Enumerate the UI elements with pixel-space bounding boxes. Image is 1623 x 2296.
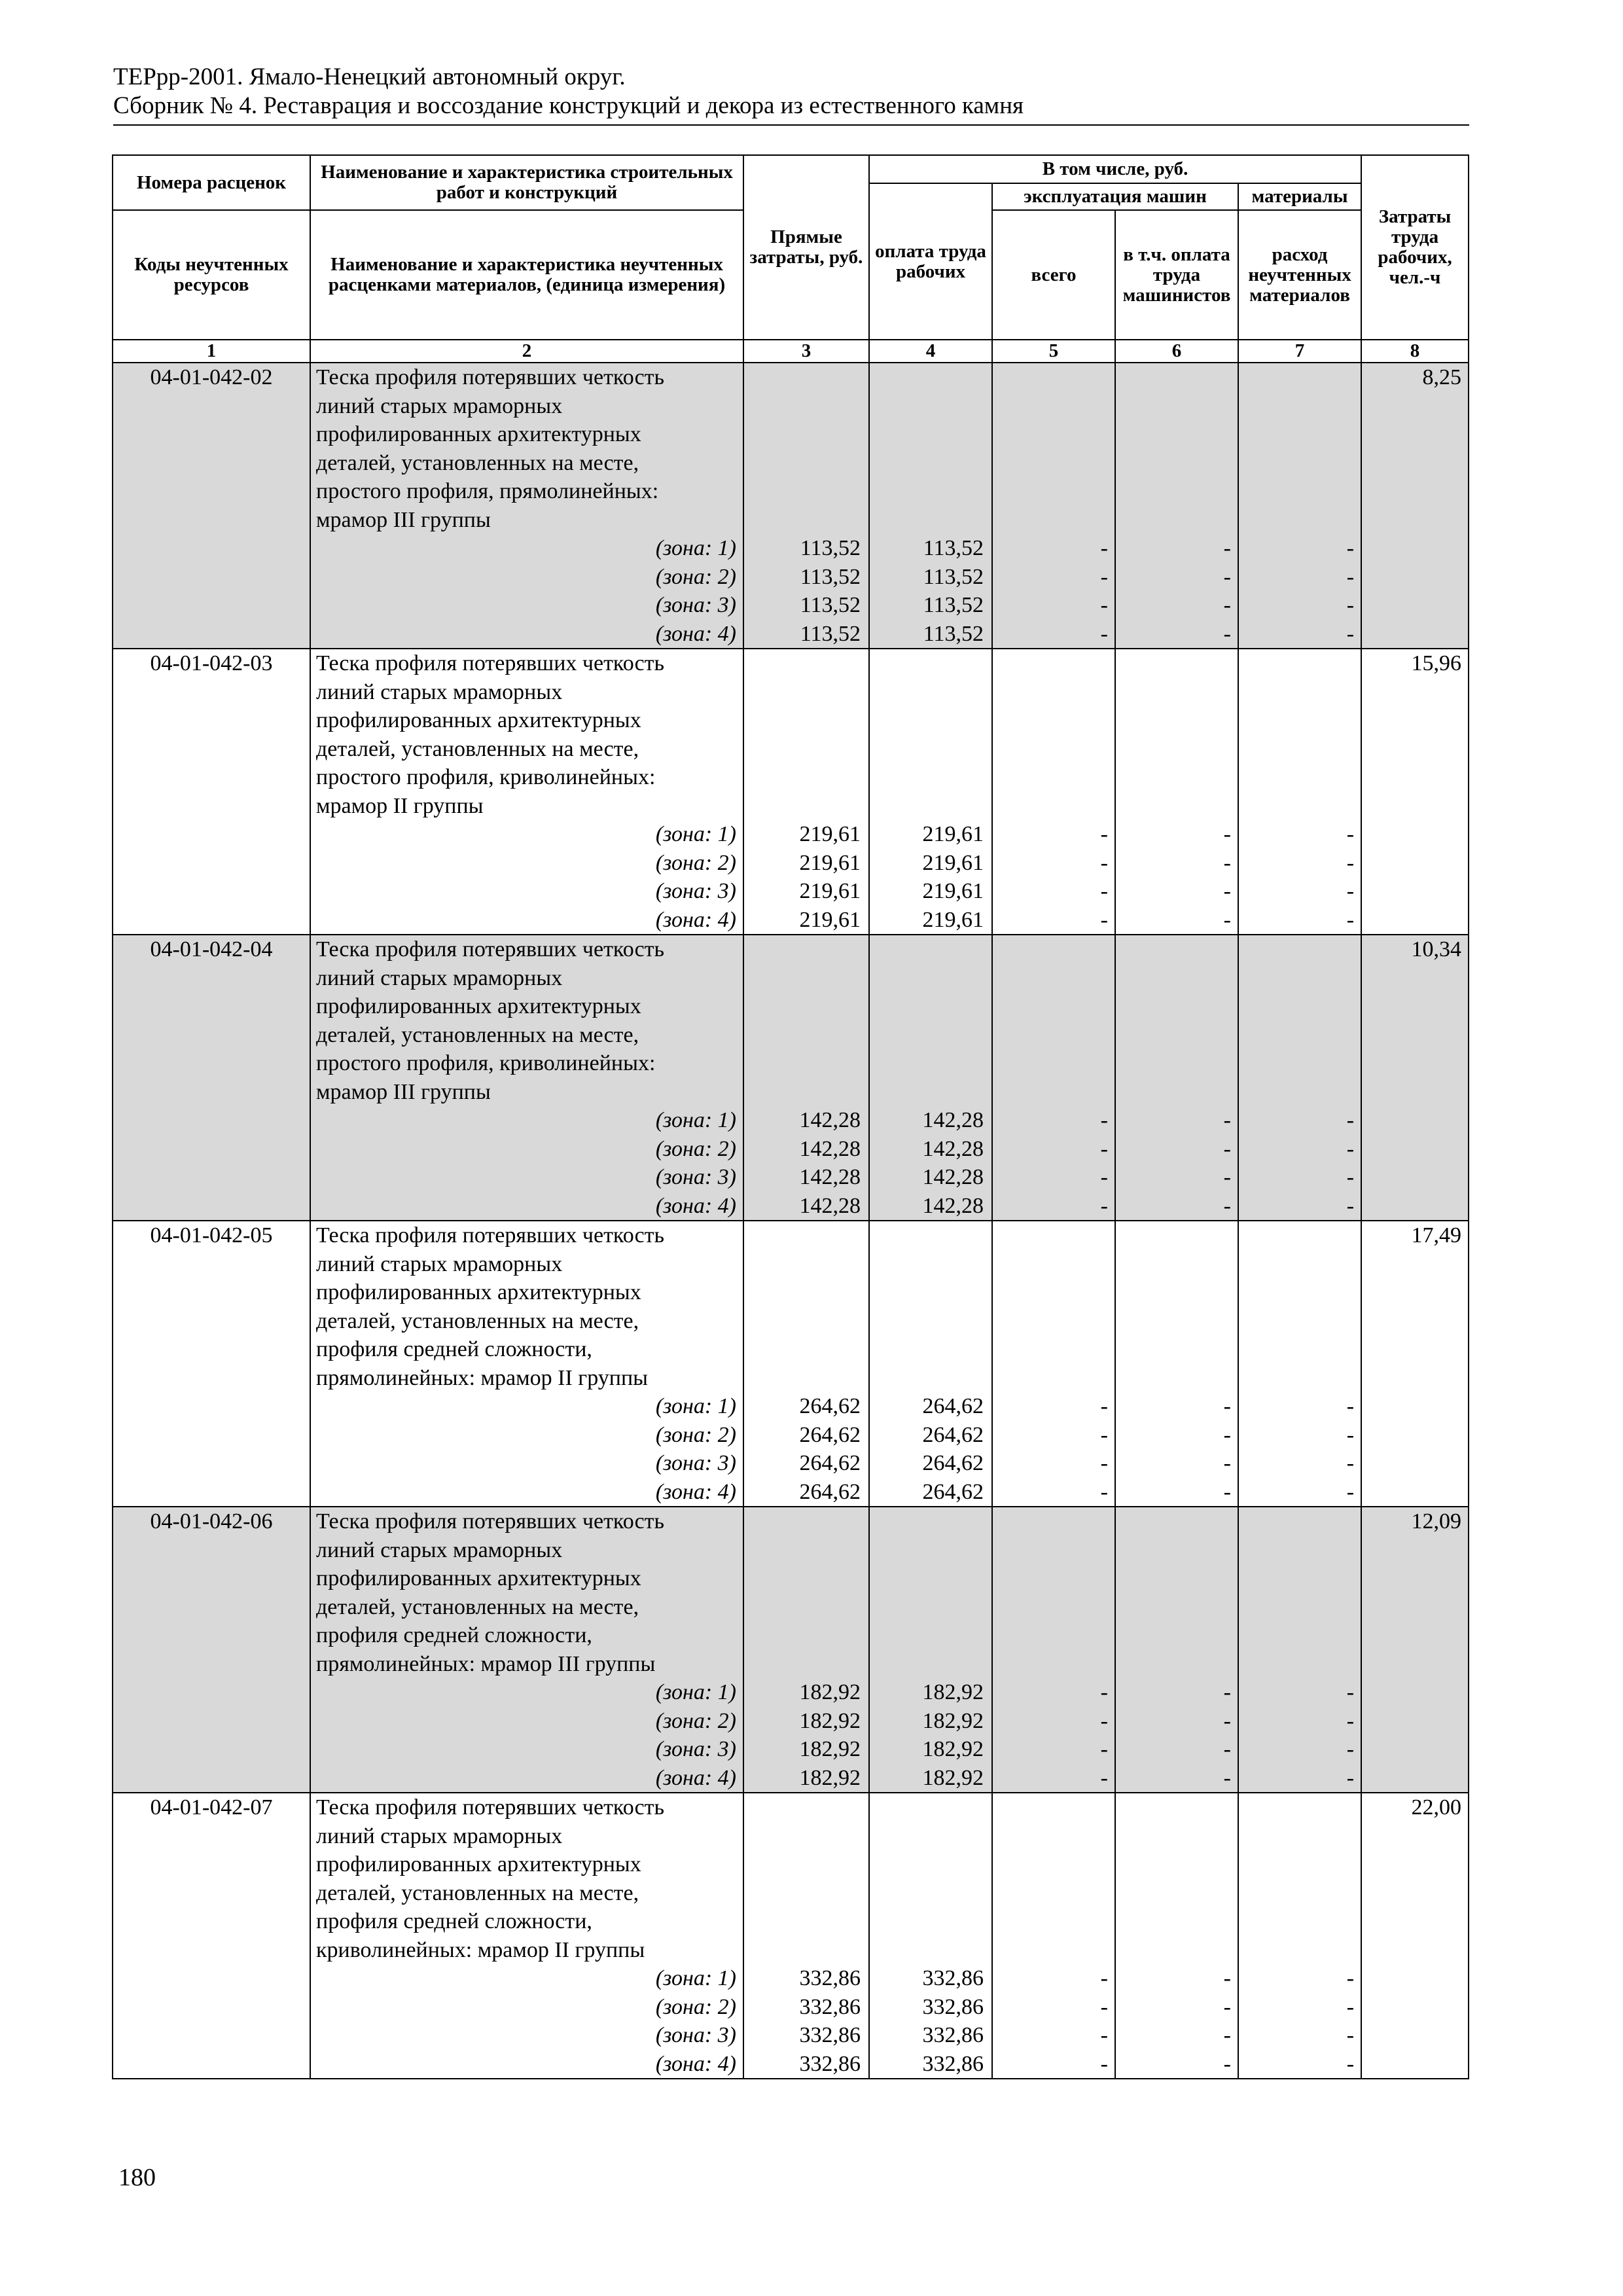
machinist-pay-value: - [1223, 1479, 1231, 1504]
header-resource-codes: Коды неучтенных ресурсов [113, 210, 310, 340]
worker-pay-value: 142,28 [922, 1193, 984, 1218]
materials-value: - [1346, 907, 1355, 932]
direct-cost-value: 142,28 [799, 1136, 861, 1161]
machinist-pay-value: - [1223, 1422, 1231, 1447]
description-line: профилированных архитектурных [316, 994, 641, 1018]
machines-total-value: - [1100, 536, 1108, 560]
cell-spacer [1116, 935, 1238, 1106]
materials-value: - [1346, 1165, 1355, 1189]
worker-pay-value-cell [869, 1793, 992, 2079]
cell-spacer [1239, 1507, 1361, 1678]
description-line: линий старых мраморных [316, 393, 563, 418]
collection-title: ТЕРрр-2001. Ямало-Ненецкий автономный округ. [113, 63, 626, 90]
cell-spacer [1239, 1793, 1361, 1964]
direct-cost-value-cell [743, 1793, 869, 2079]
description-line: линий старых мраморных [316, 679, 563, 704]
worker-pay-value: 113,52 [923, 593, 984, 617]
worker-pay-value: 264,62 [922, 1394, 984, 1418]
machinist-pay-value: - [1223, 593, 1231, 617]
rate-code: 04-01-042-07 [113, 1793, 310, 2079]
materials-value: - [1346, 1193, 1355, 1218]
materials-value: - [1346, 850, 1355, 875]
worker-pay-value-cell [869, 649, 992, 935]
rate-description [310, 1221, 743, 1507]
direct-cost-value: 142,28 [799, 1108, 861, 1132]
cell-spacer [744, 1221, 868, 1392]
machines-total-value: - [1100, 2051, 1108, 2076]
materials-value: - [1346, 1966, 1355, 1990]
direct-cost-value: 332,86 [799, 2051, 861, 2076]
header-machinist-pay: в т.ч. оплата труда машинистов [1115, 210, 1238, 340]
machinist-pay-value-cell [1115, 935, 1238, 1221]
rate-entry-row [113, 935, 1469, 1221]
description-line: простого профиля, криволинейных: [316, 765, 656, 789]
direct-cost-value: 113,52 [800, 564, 861, 589]
direct-cost-value: 332,86 [799, 1966, 861, 1990]
cell-spacer [1239, 363, 1361, 534]
worker-pay-value-cell [869, 1507, 992, 1793]
description-line: Теска профиля потерявших четкость [316, 1223, 665, 1247]
machines-total-value-cell [992, 1507, 1115, 1793]
machines-total-value: - [1100, 1737, 1108, 1761]
rate-description [310, 1793, 743, 2079]
machines-total-value: - [1100, 1394, 1108, 1418]
direct-cost-value: 264,62 [799, 1451, 861, 1475]
zone-label: (зона: 3) [655, 1737, 736, 1761]
machines-total-value: - [1100, 1136, 1108, 1161]
worker-pay-value: 182,92 [922, 1737, 984, 1761]
labor-hours: 8,25 [1361, 363, 1469, 649]
zone-label: (зона: 4) [655, 907, 736, 932]
description-line: профиля средней сложности, [316, 1337, 592, 1361]
materials-value-cell [1238, 1793, 1361, 2079]
header-machines-total: всего [992, 210, 1115, 340]
cell-spacer [1239, 935, 1361, 1106]
cell-spacer [1239, 649, 1361, 820]
header-material-name: Наименование и характеристика неучтенных расценками материалов, (единица измерения) [310, 210, 743, 340]
worker-pay-value: 332,86 [922, 1994, 984, 2019]
description-line: мрамор III группы [316, 507, 491, 532]
worker-pay-value: 142,28 [922, 1108, 984, 1132]
machinist-pay-value: - [1223, 1108, 1231, 1132]
zone-label: (зона: 4) [655, 621, 736, 646]
materials-value: - [1346, 1422, 1355, 1447]
machinist-pay-value: - [1223, 850, 1231, 875]
cell-spacer [1116, 1793, 1238, 1964]
machinist-pay-value-cell [1115, 649, 1238, 935]
description-line: мрамор II группы [316, 793, 484, 818]
cell-spacer [744, 1793, 868, 1964]
cell-spacer [744, 649, 868, 820]
materials-value: - [1346, 1765, 1355, 1790]
cell-spacer [1116, 1507, 1238, 1678]
materials-value: - [1346, 1737, 1355, 1761]
machines-total-value-cell [992, 363, 1115, 649]
column-number: 1 [113, 340, 310, 363]
rate-entry-row [113, 363, 1469, 649]
header-machine-operation: эксплуатация машин [992, 183, 1238, 210]
worker-pay-value-cell [869, 363, 992, 649]
direct-cost-value: 264,62 [799, 1394, 861, 1418]
zone-label: (зона: 3) [655, 1165, 736, 1189]
zone-label: (зона: 2) [655, 850, 736, 875]
worker-pay-value: 113,52 [923, 621, 984, 646]
rate-code: 04-01-042-05 [113, 1221, 310, 1507]
machinist-pay-value: - [1223, 907, 1231, 932]
zone-label: (зона: 4) [655, 2051, 736, 2076]
machinist-pay-value: - [1223, 1193, 1231, 1218]
cell-spacer [993, 649, 1115, 820]
cell-spacer [870, 935, 991, 1106]
machines-total-value: - [1100, 1708, 1108, 1733]
machinist-pay-value: - [1223, 1737, 1231, 1761]
description-line: профилированных архитектурных [316, 708, 641, 732]
cell-spacer [870, 649, 991, 820]
column-number: 4 [869, 340, 992, 363]
zone-label: (зона: 3) [655, 1451, 736, 1475]
description-line: линий старых мраморных [316, 965, 563, 990]
materials-value: - [1346, 1994, 1355, 2019]
materials-value: - [1346, 879, 1355, 903]
materials-value: - [1346, 536, 1355, 560]
machinist-pay-value-cell [1115, 1507, 1238, 1793]
cell-spacer [993, 1793, 1115, 1964]
direct-cost-value: 264,62 [799, 1479, 861, 1504]
zone-label: (зона: 1) [655, 536, 736, 560]
machines-total-value: - [1100, 593, 1108, 617]
description-line: прямолинейных: мрамор II группы [316, 1365, 649, 1390]
rate-entry-row [113, 1793, 1469, 2079]
worker-pay-value: 182,92 [922, 1680, 984, 1704]
materials-value: - [1346, 593, 1355, 617]
machines-total-value: - [1100, 1451, 1108, 1475]
direct-cost-value: 113,52 [800, 593, 861, 617]
machines-total-value: - [1100, 621, 1108, 646]
worker-pay-value: 142,28 [922, 1165, 984, 1189]
machinist-pay-value: - [1223, 1165, 1231, 1189]
column-number: 5 [992, 340, 1115, 363]
rate-description [310, 935, 743, 1221]
description-line: деталей, установленных на месте, [316, 1022, 639, 1047]
rate-entry-row [113, 649, 1469, 935]
direct-cost-value: 219,61 [799, 850, 861, 875]
machines-total-value: - [1100, 1765, 1108, 1790]
worker-pay-value: 182,92 [922, 1708, 984, 1733]
materials-value: - [1346, 1708, 1355, 1733]
machinist-pay-value: - [1223, 1394, 1231, 1418]
table-header [113, 155, 1469, 340]
cell-spacer [870, 1221, 991, 1392]
direct-cost-value: 219,61 [799, 879, 861, 903]
zone-label: (зона: 3) [655, 593, 736, 617]
zone-label: (зона: 3) [655, 879, 736, 903]
description-line: деталей, установленных на месте, [316, 1594, 639, 1619]
header-including: В том числе, руб. [869, 155, 1361, 183]
materials-value: - [1346, 564, 1355, 589]
description-line: прямолинейных: мрамор III группы [316, 1651, 656, 1676]
labor-hours: 10,34 [1361, 935, 1469, 1221]
machines-total-value: - [1100, 1479, 1108, 1504]
description-line: профилированных архитектурных [316, 1566, 641, 1590]
materials-value: - [1346, 1394, 1355, 1418]
page-number: 180 [118, 2164, 156, 2191]
machinist-pay-value: - [1223, 1451, 1231, 1475]
worker-pay-value: 142,28 [922, 1136, 984, 1161]
machinist-pay-value: - [1223, 536, 1231, 560]
zone-label: (зона: 2) [655, 564, 736, 589]
worker-pay-value: 219,61 [922, 879, 984, 903]
worker-pay-value: 182,92 [922, 1765, 984, 1790]
machinist-pay-value: - [1223, 1708, 1231, 1733]
machinist-pay-value-cell [1115, 1221, 1238, 1507]
column-number: 3 [743, 340, 869, 363]
description-line: деталей, установленных на месте, [316, 450, 639, 475]
materials-value-cell [1238, 935, 1361, 1221]
materials-value: - [1346, 2051, 1355, 2076]
cell-spacer [870, 1507, 991, 1678]
machinist-pay-value: - [1223, 2051, 1231, 2076]
worker-pay-value: 264,62 [922, 1422, 984, 1447]
collection-subtitle: Сборник № 4. Реставрация и воссоздание конструкций и декора из естественного камня [113, 92, 1024, 119]
machines-total-value-cell [992, 1221, 1115, 1507]
description-line: профиля средней сложности, [316, 1909, 592, 1933]
rate-code: 04-01-042-04 [113, 935, 310, 1221]
zone-label: (зона: 4) [655, 1479, 736, 1504]
description-line: профилированных архитектурных [316, 422, 641, 446]
cell-spacer [1239, 1221, 1361, 1392]
worker-pay-value-cell [869, 935, 992, 1221]
labor-hours: 12,09 [1361, 1507, 1469, 1793]
direct-cost-value: 264,62 [799, 1422, 861, 1447]
machines-total-value: - [1100, 1680, 1108, 1704]
rate-entry-row [113, 1507, 1469, 1793]
rate-description [310, 649, 743, 935]
direct-cost-value: 113,52 [800, 536, 861, 560]
machinist-pay-value: - [1223, 1680, 1231, 1704]
rate-code: 04-01-042-06 [113, 1507, 310, 1793]
direct-cost-value-cell [743, 1221, 869, 1507]
description-line: линий старых мраморных [316, 1537, 563, 1562]
header-materials: материалы [1238, 183, 1361, 210]
worker-pay-value: 332,86 [922, 2051, 984, 2076]
worker-pay-value: 264,62 [922, 1451, 984, 1475]
machines-total-value-cell [992, 1793, 1115, 2079]
description-line: Теска профиля потерявших четкость [316, 1795, 665, 1820]
cell-spacer [744, 363, 868, 534]
cell-spacer [870, 363, 991, 534]
cell-spacer [1116, 1221, 1238, 1392]
materials-value: - [1346, 1680, 1355, 1704]
column-number: 8 [1361, 340, 1469, 363]
rate-code: 04-01-042-03 [113, 649, 310, 935]
direct-cost-value: 332,86 [799, 1994, 861, 2019]
labor-hours: 22,00 [1361, 1793, 1469, 2079]
materials-value: - [1346, 1451, 1355, 1475]
machines-total-value: - [1100, 822, 1108, 846]
materials-value: - [1346, 1136, 1355, 1161]
worker-pay-value: 113,52 [923, 536, 984, 560]
description-line: Теска профиля потерявших четкость [316, 651, 665, 675]
materials-value: - [1346, 1479, 1355, 1504]
worker-pay-value: 332,86 [922, 1966, 984, 1990]
machinist-pay-value: - [1223, 564, 1231, 589]
materials-value: - [1346, 2023, 1355, 2047]
zone-label: (зона: 1) [655, 1394, 736, 1418]
header-work-name: Наименование и характеристика строительных работ и конструкций [310, 155, 743, 210]
header-worker-pay: оплата труда рабочих [869, 183, 992, 340]
machines-total-value: - [1100, 1193, 1108, 1218]
machines-total-value: - [1100, 1966, 1108, 1990]
zone-label: (зона: 1) [655, 1108, 736, 1132]
materials-value-cell [1238, 1221, 1361, 1507]
direct-cost-value-cell [743, 935, 869, 1221]
direct-cost-value: 182,92 [799, 1765, 861, 1790]
zone-label: (зона: 1) [655, 1966, 736, 1990]
worker-pay-value: 113,52 [923, 564, 984, 589]
description-line: линий старых мраморных [316, 1251, 563, 1276]
header-unaccounted-materials: расход неучтенных материалов [1238, 210, 1361, 340]
description-line: мрамор III группы [316, 1079, 491, 1104]
description-line: Теска профиля потерявших четкость [316, 1509, 665, 1534]
zone-label: (зона: 1) [655, 822, 736, 846]
machines-total-value: - [1100, 879, 1108, 903]
machinist-pay-value: - [1223, 1966, 1231, 1990]
materials-value-cell [1238, 1507, 1361, 1793]
cell-spacer [993, 1221, 1115, 1392]
column-numbers-row [113, 340, 1469, 363]
machines-total-value-cell [992, 935, 1115, 1221]
machines-total-value: - [1100, 907, 1108, 932]
rate-entry-row [113, 1221, 1469, 1507]
worker-pay-value: 219,61 [922, 907, 984, 932]
machines-total-value: - [1100, 1165, 1108, 1189]
rate-code: 04-01-042-02 [113, 363, 310, 649]
machines-total-value-cell [992, 649, 1115, 935]
materials-value: - [1346, 621, 1355, 646]
worker-pay-value: 264,62 [922, 1479, 984, 1504]
zone-label: (зона: 2) [655, 1136, 736, 1161]
machines-total-value: - [1100, 850, 1108, 875]
machinist-pay-value: - [1223, 879, 1231, 903]
description-line: деталей, установленных на месте, [316, 736, 639, 761]
machines-total-value: - [1100, 1422, 1108, 1447]
machinist-pay-value: - [1223, 1994, 1231, 2019]
machinist-pay-value: - [1223, 1136, 1231, 1161]
description-line: профилированных архитектурных [316, 1852, 641, 1876]
worker-pay-value: 332,86 [922, 2023, 984, 2047]
description-line: деталей, установленных на месте, [316, 1880, 639, 1905]
cell-spacer [744, 1507, 868, 1678]
cell-spacer [993, 1507, 1115, 1678]
description-line: деталей, установленных на месте, [316, 1308, 639, 1333]
direct-cost-value: 182,92 [799, 1737, 861, 1761]
zone-label: (зона: 4) [655, 1765, 736, 1790]
materials-value: - [1346, 1108, 1355, 1132]
machinist-pay-value: - [1223, 2023, 1231, 2047]
worker-pay-value-cell [869, 1221, 992, 1507]
direct-cost-value: 142,28 [799, 1165, 861, 1189]
direct-cost-value-cell [743, 363, 869, 649]
machines-total-value: - [1100, 2023, 1108, 2047]
materials-value-cell [1238, 363, 1361, 649]
description-line: Теска профиля потерявших четкость [316, 937, 665, 961]
page-header [113, 63, 1469, 126]
direct-cost-value: 219,61 [799, 822, 861, 846]
rate-description [310, 363, 743, 649]
description-line: Теска профиля потерявших четкость [316, 365, 665, 389]
direct-cost-value: 182,92 [799, 1680, 861, 1704]
direct-cost-value: 182,92 [799, 1708, 861, 1733]
rate-description [310, 1507, 743, 1793]
materials-value-cell [1238, 649, 1361, 935]
column-number: 7 [1238, 340, 1361, 363]
machinist-pay-value: - [1223, 1765, 1231, 1790]
zone-label: (зона: 4) [655, 1193, 736, 1218]
direct-cost-value: 332,86 [799, 2023, 861, 2047]
column-number: 6 [1115, 340, 1238, 363]
header-labor-costs: Затраты труда рабочих, чел.-ч [1361, 155, 1469, 340]
cell-spacer [870, 1793, 991, 1964]
cell-spacer [993, 363, 1115, 534]
rates-table [112, 154, 1469, 2079]
description-line: криволинейных: мрамор II группы [316, 1937, 645, 1962]
description-line: простого профиля, криволинейных: [316, 1051, 656, 1075]
machinist-pay-value: - [1223, 822, 1231, 846]
cell-spacer [1116, 649, 1238, 820]
header-direct-costs: Прямые затраты, руб. [743, 155, 869, 340]
machinist-pay-value-cell [1115, 1793, 1238, 2079]
worker-pay-value: 219,61 [922, 850, 984, 875]
worker-pay-value: 219,61 [922, 822, 984, 846]
cell-spacer [993, 935, 1115, 1106]
machinist-pay-value: - [1223, 621, 1231, 646]
machines-total-value: - [1100, 1108, 1108, 1132]
machines-total-value: - [1100, 1994, 1108, 2019]
machinist-pay-value-cell [1115, 363, 1238, 649]
header-divider [113, 124, 1469, 126]
direct-cost-value-cell [743, 649, 869, 935]
direct-cost-value: 113,52 [800, 621, 861, 646]
description-line: профиля средней сложности, [316, 1623, 592, 1647]
direct-cost-value: 142,28 [799, 1193, 861, 1218]
machines-total-value: - [1100, 564, 1108, 589]
direct-cost-value: 219,61 [799, 907, 861, 932]
description-line: линий старых мраморных [316, 1823, 563, 1848]
description-line: профилированных архитектурных [316, 1280, 641, 1304]
zone-label: (зона: 2) [655, 1994, 736, 2019]
zone-label: (зона: 1) [655, 1680, 736, 1704]
column-number: 2 [310, 340, 743, 363]
description-line: простого профиля, прямолинейных: [316, 479, 659, 503]
header-rate-numbers: Номера расценок [113, 155, 310, 210]
zone-label: (зона: 3) [655, 2023, 736, 2047]
labor-hours: 15,96 [1361, 649, 1469, 935]
zone-label: (зона: 2) [655, 1422, 736, 1447]
materials-value: - [1346, 822, 1355, 846]
cell-spacer [744, 935, 868, 1106]
direct-cost-value-cell [743, 1507, 869, 1793]
zone-label: (зона: 2) [655, 1708, 736, 1733]
cell-spacer [1116, 363, 1238, 534]
table-body [113, 340, 1469, 2079]
labor-hours: 17,49 [1361, 1221, 1469, 1507]
